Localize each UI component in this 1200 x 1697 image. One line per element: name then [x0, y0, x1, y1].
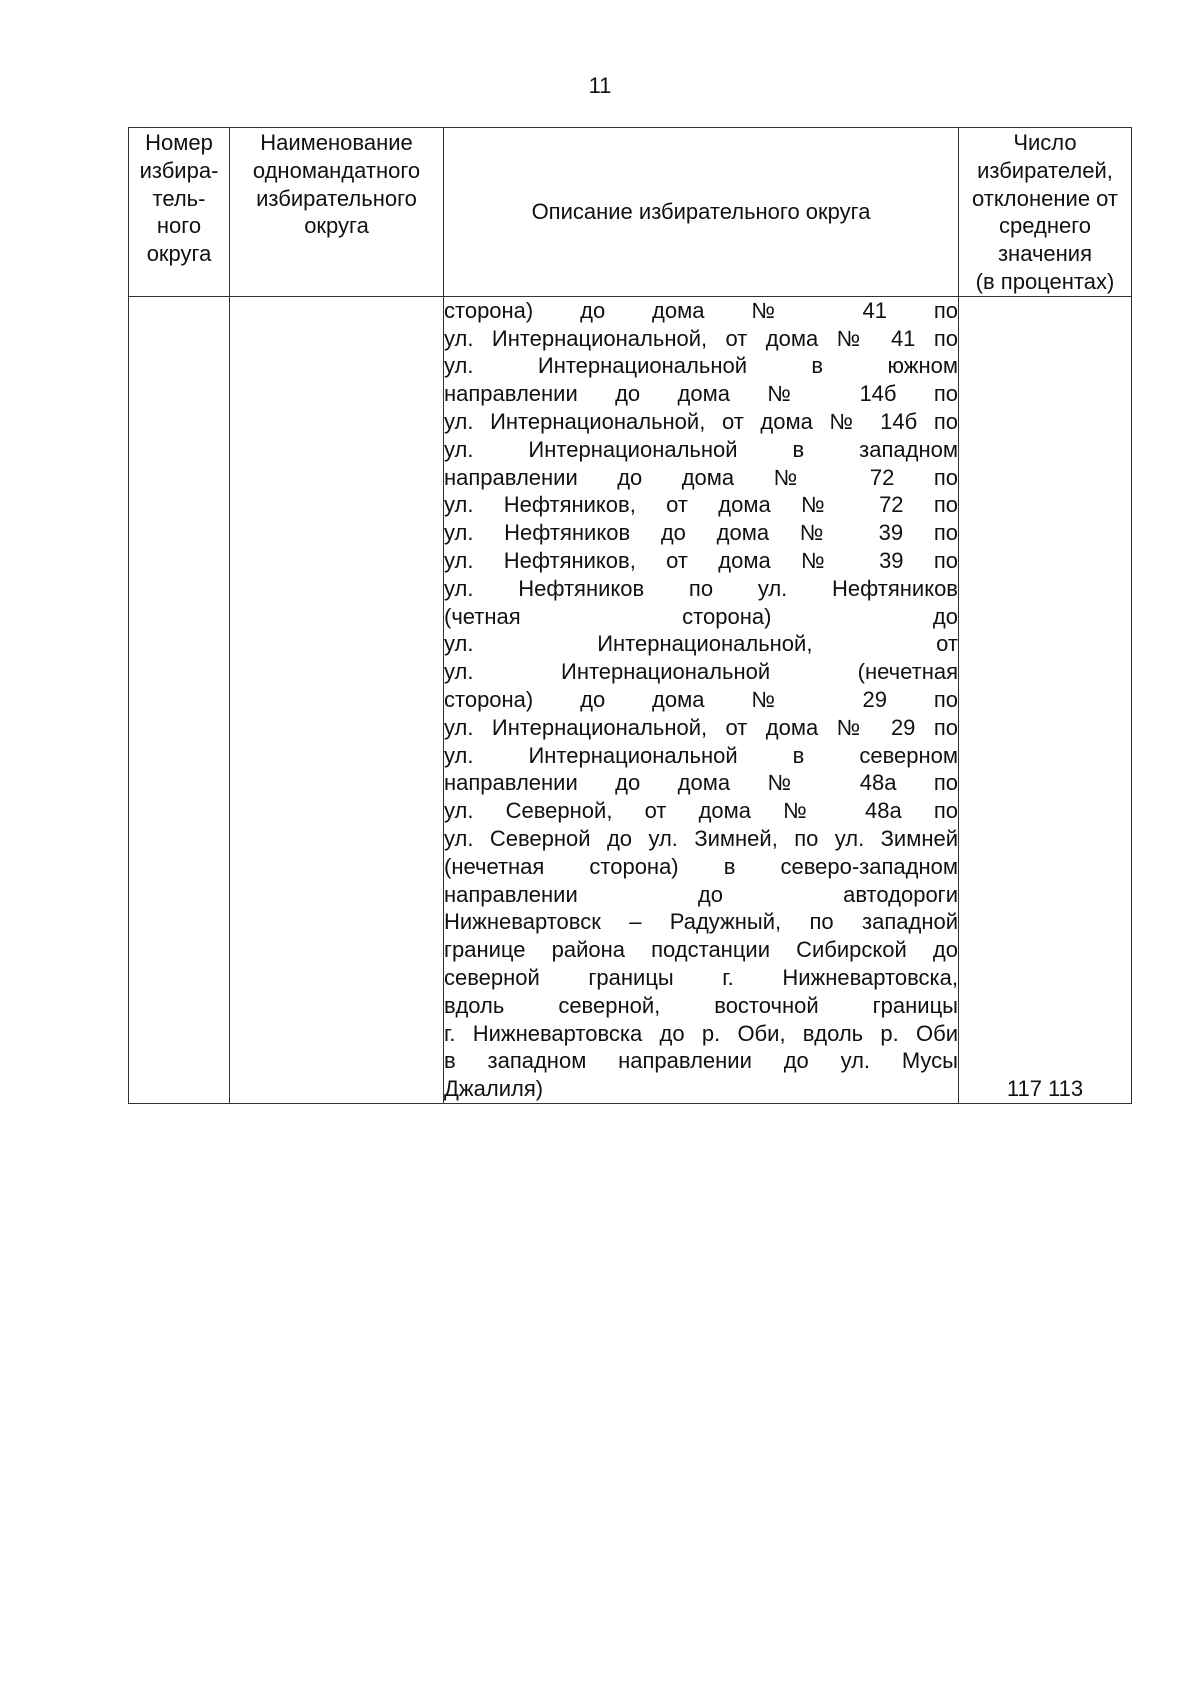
- description-line: ул. Нефтяников, от дома № 72 по: [444, 492, 958, 518]
- table-row: [129, 296, 1132, 1103]
- description-line: направлении до дома № 14б по: [444, 381, 958, 407]
- header-number-line: тель-: [152, 185, 206, 211]
- header-voters-line: значения: [997, 241, 1093, 267]
- description-line: ул. Интернациональной в западном: [444, 436, 958, 462]
- table-header-row: [129, 128, 1132, 297]
- header-district-number: [129, 128, 230, 297]
- header-voters-line: среднего: [999, 213, 1091, 239]
- header-district-description: [444, 128, 959, 297]
- header-voters-line: (в процентах): [975, 268, 1115, 294]
- header-name-line: одномандатного: [252, 157, 421, 183]
- description-line: ул. Северной до ул. Зимней, по ул. Зимней: [444, 825, 958, 851]
- voters-count-cell: [959, 296, 1132, 1103]
- district-name-cell: [230, 296, 444, 1103]
- description-line: направлении до автодороги: [444, 881, 958, 907]
- description-line: ул. Нефтяников до дома № 39 по: [444, 520, 958, 546]
- header-district-name-text: [230, 128, 443, 240]
- header-voters-text: [959, 128, 1131, 296]
- description-line: ул. Интернациональной (нечетная: [444, 659, 958, 685]
- description-line: ул. Интернациональной, от дома № 41 по: [444, 325, 958, 351]
- description-line: ул. Нефтяников по ул. Нефтяников: [444, 575, 958, 601]
- description-line: г. Нижневартовска до р. Оби, вдоль р. Оби: [444, 1020, 958, 1046]
- description-line: сторона) до дома № 41 по: [444, 297, 958, 323]
- districts-table: [128, 127, 1132, 1104]
- district-description-cell: [444, 296, 959, 1103]
- header-name-line: округа: [304, 213, 369, 239]
- voters-count-value: 117 113: [1006, 1076, 1084, 1102]
- description-line: ул. Нефтяников, от дома № 39 по: [444, 547, 958, 573]
- header-voters-count: [959, 128, 1132, 297]
- header-number-line: Номер: [145, 130, 213, 155]
- description-line: направлении до дома № 48а по: [444, 770, 958, 796]
- description-line: ул. Интернациональной, от: [444, 631, 958, 657]
- page-number: 11: [588, 73, 612, 98]
- description-line: Нижневартовск – Радужный, по западной: [444, 909, 958, 935]
- description-line: ул. Северной, от дома № 48а по: [444, 798, 958, 824]
- header-voters-line: отклонение от: [971, 185, 1119, 211]
- header-name-line: Наименование: [260, 130, 413, 155]
- description-line: ул. Интернациональной, от дома № 14б по: [444, 408, 958, 434]
- description-line: сторона) до дома № 29 по: [444, 686, 958, 712]
- description-line: ул. Интернациональной в северном: [444, 742, 958, 768]
- header-description-text: Описание избирательного округа: [531, 198, 871, 224]
- header-name-line: избирательного: [256, 185, 417, 211]
- district-number-cell: [129, 296, 230, 1103]
- district-description-text: [444, 297, 958, 1103]
- description-line: ул. Интернациональной, от дома № 29 по: [444, 714, 958, 740]
- description-line: вдоль северной, восточной границы: [444, 992, 958, 1018]
- header-voters-line: избирателей,: [977, 157, 1113, 183]
- description-line: северной границы г. Нижневартовска,: [444, 964, 958, 990]
- description-line: в западном направлении до ул. Мусы: [444, 1048, 958, 1074]
- description-line: направлении до дома № 72 по: [444, 464, 958, 490]
- header-district-name: [230, 128, 444, 297]
- header-number-line: избира-: [139, 157, 219, 183]
- header-district-number-text: [129, 128, 229, 268]
- description-line: границе района подстанции Сибирской до: [444, 937, 958, 963]
- description-line: Джалиля): [444, 1076, 544, 1102]
- description-line: (четная сторона) до: [444, 603, 958, 629]
- description-line: (нечетная сторона) в северо-западном: [444, 853, 958, 879]
- description-line: ул. Интернациональной в южном: [444, 353, 958, 379]
- header-number-line: округа: [146, 241, 212, 267]
- header-voters-line: Число: [1013, 130, 1077, 155]
- header-number-line: ного: [156, 213, 202, 239]
